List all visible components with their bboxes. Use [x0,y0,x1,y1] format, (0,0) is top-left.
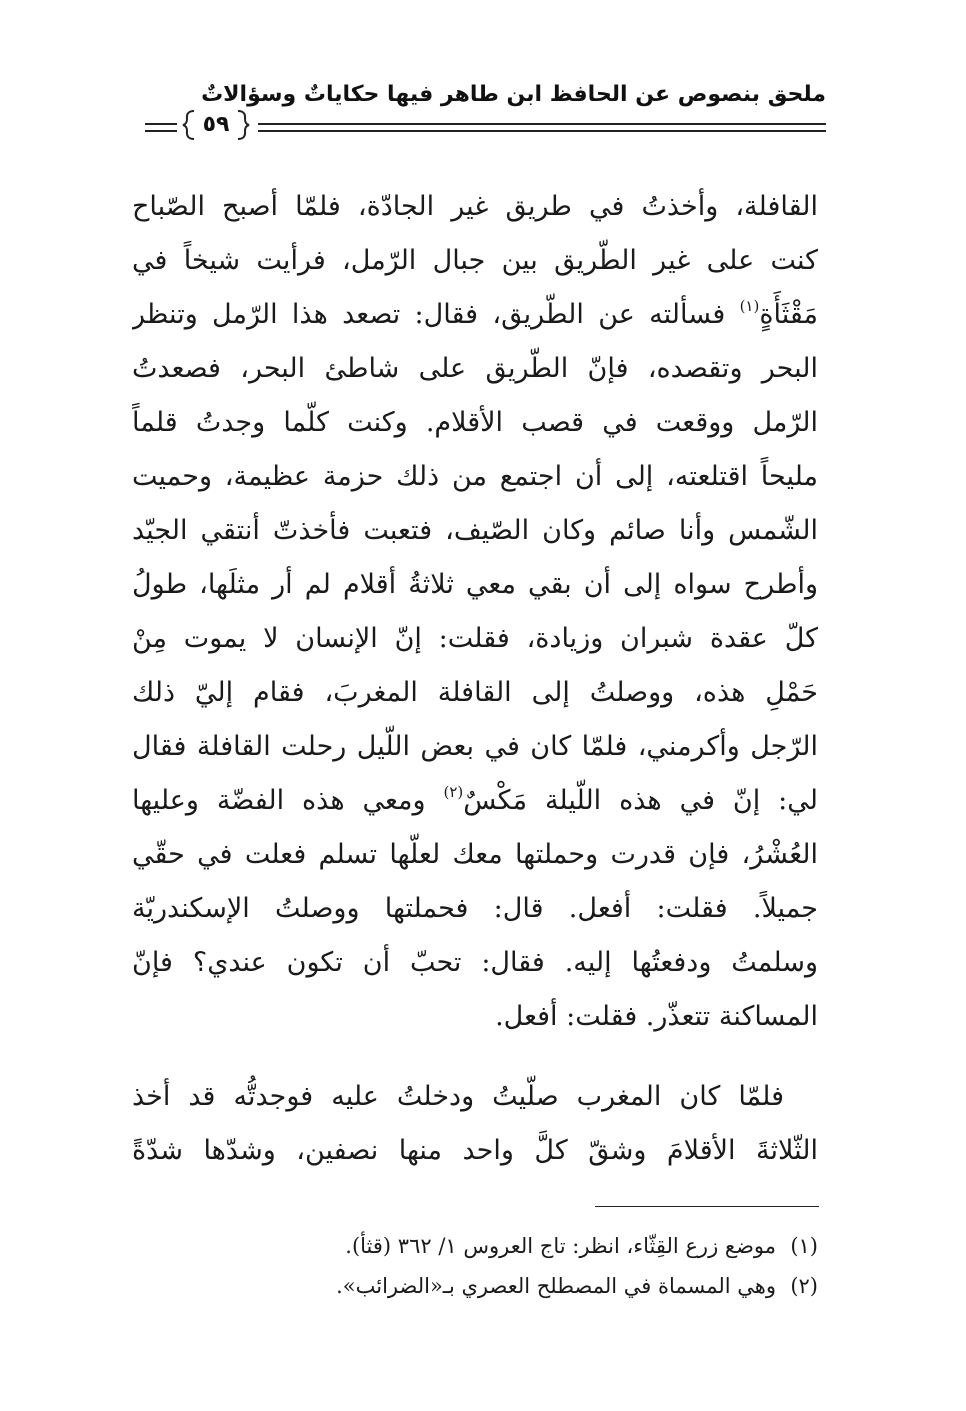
text-line: القافلة، وأخذتُ في طريق غير الجادّة، فلمّا أصبح الصّباح [132,191,818,222]
header-rule [258,130,826,132]
text-line: حَمْلِ هذه، ووصلتُ إلى القافلة المغربَ، فقام إليّ ذلك [132,677,818,708]
footnote-text: موضع زرع القِثّاء، انظر: تاج العروس ١/ ٣٦٢ (قثأ). [345,1234,776,1258]
text-run: لي: إنّ في هذه اللّيلة مَكْسٌ [463,785,818,816]
body-text [132,180,818,1178]
text-line: جميلاً. فقلت: أفعل. قال: فحملتها ووصلتُ الإسكندريّة [132,893,818,924]
text-line: وأطرح سواه إلى أن بقي معي ثلاثةُ أقلام لم أر مثلَها، طولُ [132,569,818,600]
footnote-number: (٢) [790,1274,818,1298]
footnote [138,1226,818,1266]
footnote-ref: (٢) [443,783,464,801]
text-line: المساكنة تتعذّر. فقلت: أفعل. [495,1001,818,1032]
footnote-ref: (١) [739,297,760,315]
text-line: العُشْرُ، فإن قدرت وحملتها معك لعلّها تسلم فعلت في حقّي [132,839,818,870]
text-line: كنت على غير الطّريق بين جبال الرّمل، فرأيت شيخاً في [132,245,818,276]
text-line: البحر وتقصده، فإنّ الطّريق على شاطئ البحر، فصعدتُ [132,353,818,384]
text-line: كلّ عقدة شبران وزيادة، فقلت: إنّ الإنسان لا يموت مِنْ [132,623,818,654]
header-rule [145,130,177,132]
text-line: الرّجل وأكرمني، فلمّا كان في بعض اللّيل رحلت القافلة فقال [132,731,818,762]
footnote-text: وهي المسماة في المصطلح العصري بـ«الضرائب». [336,1274,776,1298]
paragraph-gap [132,1044,818,1070]
footnote [138,1266,818,1306]
page-number-frame [182,107,250,143]
text-run: فسألته عن الطّريق، فقال: تصعد هذا الرّمل وتنظر [132,299,726,330]
text-run: ومعي هذه الفضّة وعليها [132,785,426,816]
word-maqthaa: مَقْثَأَةٍ [759,299,818,330]
text-line: الشّمس وأنا صائم وكان الصّيف، فتعبت فأخذتّ أنتقي الجيّد [132,515,818,546]
text-line: وسلمتُ ودفعتُها إليه. فقال: تحبّ أن تكون عندي؟ فإنّ [132,947,818,978]
running-title: ملحق بنصوص عن الحافظ ابن طاهر فيها حكاياتٌ وسؤالاتٌ [201,82,826,107]
header-rule [145,123,177,125]
text-line: الرّمل ووقعت في قصب الأقلام. وكنت كلّما وجدتُ قلماً [132,407,818,438]
text-line: مليحاً اقتلعته، إلى أن اجتمع من ذلك حزمة عظيمة، وحميت [132,461,818,492]
text-line: فلمّا كان المغرب صلّيتُ ودخلتُ عليه فوجدتُّه قد أخذ [132,1081,784,1112]
footnotes [138,1226,818,1306]
text-line: الثّلاثةَ الأقلامَ وشقّ كلَّ واحد منها نصفين، وشدّها شدّةً [132,1135,818,1166]
text-line [132,288,818,342]
page-number: ٥٩ [202,112,230,137]
footnote-separator [595,1206,819,1207]
footnote-number: (١) [790,1234,818,1258]
header-rule [258,123,826,125]
text-line [132,774,818,828]
